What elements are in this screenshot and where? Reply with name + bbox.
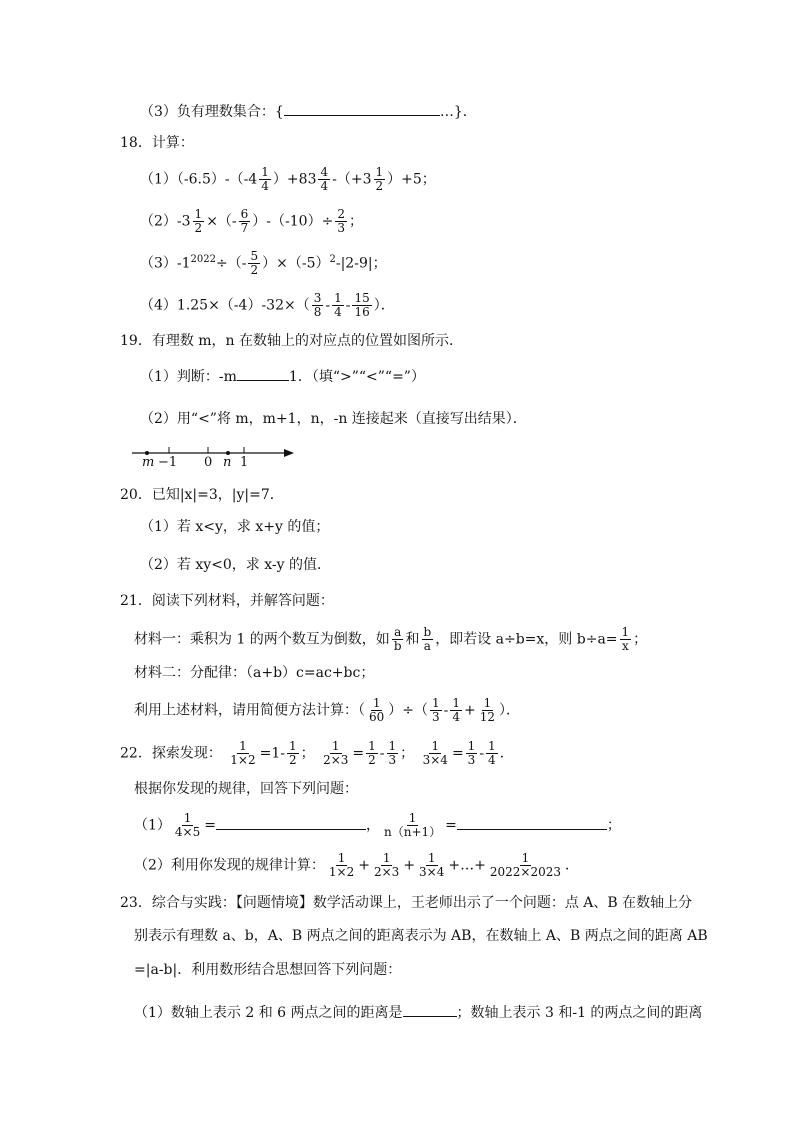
axis-label-zero: 0	[204, 455, 213, 470]
q21-material1: 材料一：乘积为 1 的两个数互为倒数，如 $\frac{a}{b}$ 和 $\frac{b}{a}$ ，即若设 a÷b=x，则 b÷a= $\frac{1}{x}$ ；	[134, 625, 648, 653]
axis-label-m: m	[142, 455, 155, 470]
q20-part1: （1）若 x<y，求 x+y 的值；	[140, 519, 330, 535]
q21-task: 利用上述材料，请用简便方法计算：（ $\frac{1}{60}$ ）÷（ $\frac{1}{3}$ - $\frac{1}{4}$ + $\frac{1}{12}$ ）．	[134, 696, 521, 724]
q21-material2: 材料二：分配律：（a+b）c=ac+bc；	[134, 665, 375, 681]
q19-title: 19．有理数 m，n 在数轴上的对应点的位置如图所示．	[120, 333, 464, 349]
q23-line4: （1）数轴上表示 2 和 6 两点之间的距离是 ；数轴上表示 3 和-1 的两点之间的距离	[134, 1002, 702, 1023]
q18-part2: （2）-3 $\frac{1}{2}$ ×（- $\frac{6}{7}$ ）-（-10）÷ $\frac{2}{3}$ ；	[140, 207, 363, 235]
q22-title: 22．探索发现： $\frac{1}{1\times 2}$ =1- $\frac{1}{2}$ ； $\frac{1}{2\times 3}$ = $\frac{1}{2}$ - $\frac{1}{3}$ ； $\frac{1}{3\times 4}$ = $\frac{1}{3}$ - $\frac{1}{4}$ ．	[120, 739, 514, 767]
answer-blank[interactable]	[237, 366, 289, 381]
q22-intro: 根据你发现的规律，回答下列问题：	[134, 781, 358, 797]
q23-line3: =|a-b|．利用数形结合思想回答下列问题：	[134, 962, 402, 978]
answer-blank[interactable]	[216, 815, 366, 830]
q18-title: 18．计算：	[120, 135, 194, 151]
q22-part2: （2）利用你发现的规律计算： $\frac{1}{1\times 2}$ + $\frac{1}{2\times 3}$ + $\frac{1}{3\times 4}$ +…+ $\frac{1}{2022\times 2023}$ ．	[134, 851, 579, 879]
q22-part1: （1） $\frac{1}{4\times 5}$ = ， $\frac{1}{n(n+1)}$ = ；	[134, 811, 621, 839]
q21-title: 21．阅读下列材料，并解答问题：	[120, 593, 334, 609]
q23-line2: 别表示有理数 a、b，A、B 两点之间的距离表示为 AB，在数轴上 A、B 两点之间的距离 AB	[134, 928, 708, 944]
answer-blank[interactable]	[284, 101, 440, 116]
axis-label-one: 1	[240, 455, 249, 470]
axis-label-neg1: −1	[158, 455, 178, 470]
axis-label-n: n	[223, 455, 232, 470]
q18-part1: （1）（-6.5）-（-4 $\frac{1}{4}$ ）+83 $\frac{4}{4}$ -（+3 $\frac{1}{2}$ ）+5；	[140, 165, 436, 193]
answer-blank[interactable]	[457, 815, 607, 830]
q23-line1: 23．综合与实践：【问题情境】数学活动课上，王老师出示了一个问题：点 A、B 在数轴上分	[120, 895, 693, 911]
q20-part2: （2）若 xy<0，求 x-y 的值．	[140, 557, 331, 573]
q19-part1: （1）判断：-m 1．（填“>”“<”“=”）	[140, 366, 425, 387]
q17-part3: （3）负有理数集合：{ …}．	[140, 101, 477, 122]
q20-title: 20．已知|x|=3，|y|=7．	[120, 487, 284, 503]
q18-part3: $(3)-1^{2022}\div(-$ $\frac{5}{2}$ ）$\times(-5)^2-|2-9|$；	[140, 249, 387, 278]
answer-blank[interactable]	[403, 1002, 457, 1017]
q18-part4: （4）1.25×（-4）-32×（ $\frac{3}{8}$ - $\frac{1}{4}$ - $\frac{15}{16}$ ）．	[140, 291, 395, 319]
axis-arrow	[284, 449, 294, 457]
q19-part2: （2）用“<”将 m，m+1，n，-n 连接起来（直接写出结果）．	[140, 411, 527, 427]
